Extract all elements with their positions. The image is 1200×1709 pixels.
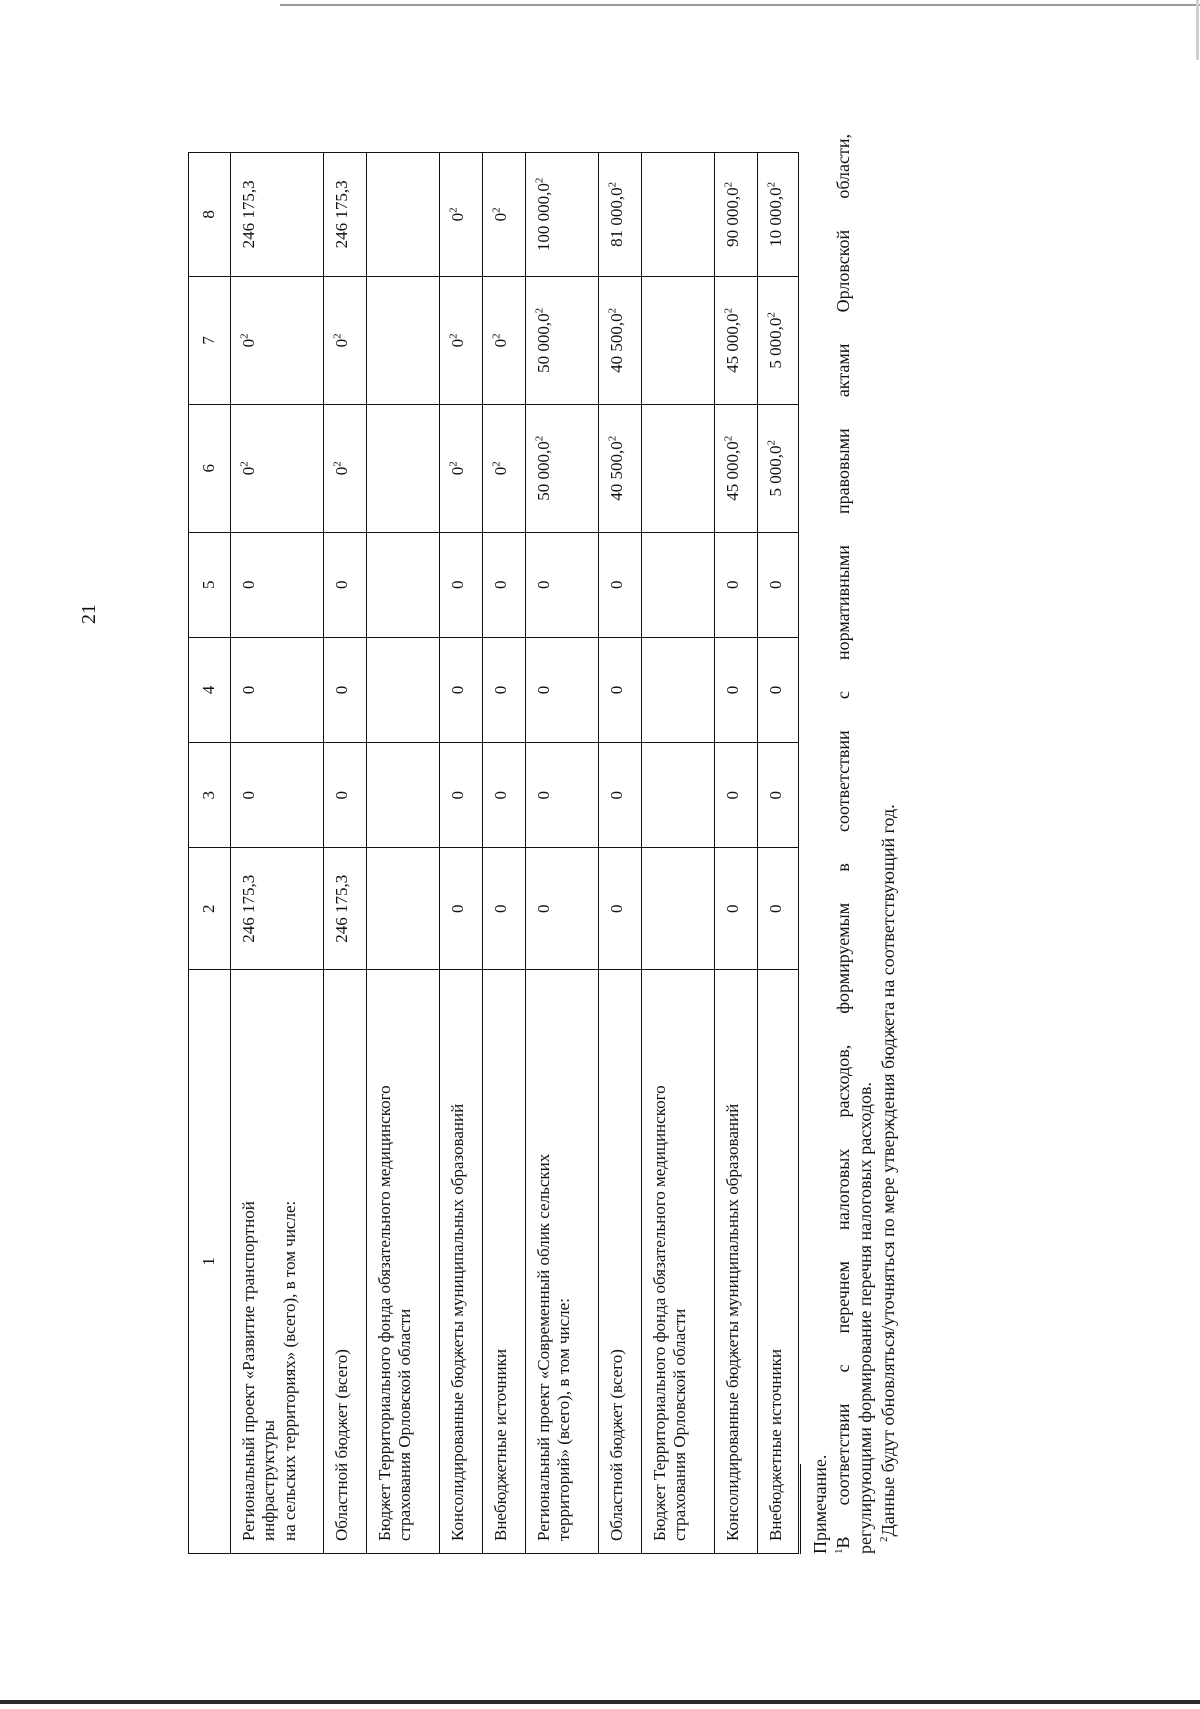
footnote-ref: 2 [606, 435, 619, 442]
cell-value: 0 [332, 580, 351, 590]
value-cell [231, 637, 324, 742]
column-header: 6 [189, 404, 231, 532]
cell-value: 0 [332, 790, 351, 800]
row-label-line: территорий» (всего), в том числе: [554, 1298, 574, 1541]
cell-value: 0 [491, 904, 510, 913]
value-cell [483, 153, 526, 277]
cell-value: 0 [448, 790, 467, 800]
cell-value: 0 [534, 685, 553, 695]
table-row [526, 153, 599, 1554]
row-label-cell [440, 970, 483, 1554]
value-cell [526, 637, 599, 742]
value-cell [599, 532, 642, 637]
cell-value: 0 [491, 338, 510, 348]
cell-value: 40 500,0 [607, 313, 626, 373]
value-cell [526, 532, 599, 637]
value-cell [231, 153, 324, 277]
row-label-cell [367, 970, 440, 1554]
footnote-2-text: Данные будут обновляться/уточняться по мере утверждения бюджета на соответствующий год. [877, 804, 898, 1537]
row-label-cell [324, 970, 367, 1554]
value-cell [642, 276, 715, 404]
footnote-1-text-line1: В соответствии с перечнем налоговых расходов, формируемым в соответствии с нормативными правовыми актами Орловской области, [832, 134, 853, 1549]
value-cell [715, 404, 758, 532]
footnote-ref: 2 [533, 307, 546, 314]
value-cell [367, 637, 440, 742]
value-cell [440, 404, 483, 532]
notes-heading: Примечание. [810, 1454, 830, 1554]
value-cell [758, 637, 799, 742]
value-cell [231, 848, 324, 970]
value-cell [642, 153, 715, 277]
value-cell [758, 848, 799, 970]
value-cell [231, 404, 324, 532]
value-cell [599, 848, 642, 970]
value-cell [324, 276, 367, 404]
cell-value: 246 175,3 [239, 180, 258, 249]
footnote-1 [832, 134, 855, 1554]
footnote-ref: 2 [331, 461, 344, 467]
value-cell [324, 848, 367, 970]
row-label-cell [483, 970, 526, 1554]
value-cell [526, 404, 599, 532]
value-cell [642, 532, 715, 637]
table-row [758, 153, 799, 1554]
value-cell [599, 153, 642, 277]
cell-value: 246 175,3 [239, 874, 258, 943]
value-cell [367, 743, 440, 848]
column-header: 8 [189, 153, 231, 277]
value-cell [526, 153, 599, 277]
notes-section [800, 134, 899, 1554]
cell-value: 0 [332, 338, 351, 348]
table-row [483, 153, 526, 1554]
cell-value: 0 [448, 580, 467, 590]
column-header: 2 [189, 848, 231, 970]
row-label-cell [715, 970, 758, 1554]
cell-value: 0 [448, 685, 467, 695]
cell-value: 0 [607, 685, 626, 695]
cell-value: 0 [534, 790, 553, 800]
cell-value: 45 000,0 [723, 313, 742, 373]
value-cell [324, 153, 367, 277]
value-cell [715, 276, 758, 404]
footnote-ref: 2 [765, 312, 778, 318]
row-label-line: Консолидированные бюджеты муниципальных образований [448, 1103, 467, 1541]
cell-value: 0 [607, 904, 626, 913]
value-cell [526, 743, 599, 848]
cell-value: 0 [723, 685, 742, 695]
footnote-ref: 2 [722, 435, 735, 442]
row-label-line: Региональный проект «Развитие транспортной [239, 1201, 258, 1541]
column-header: 3 [189, 743, 231, 848]
value-cell [758, 743, 799, 848]
table-row [715, 153, 758, 1554]
cell-value: 45 000,0 [723, 441, 742, 501]
value-cell [599, 743, 642, 848]
value-cell [758, 532, 799, 637]
table-body [231, 153, 799, 1554]
row-label-line: Региональный проект «Современный облик сельских [534, 1153, 553, 1541]
value-cell [715, 848, 758, 970]
column-header: 5 [189, 532, 231, 637]
row-label-line: страхования Орловской области [670, 1308, 690, 1541]
value-cell [231, 743, 324, 848]
cell-value: 0 [491, 790, 510, 800]
footnote-ref: 2 [447, 461, 460, 467]
cell-value: 0 [766, 904, 785, 913]
footnote-ref: 2 [490, 207, 503, 213]
footnote-ref: 2 [722, 181, 735, 188]
cell-value: 0 [723, 790, 742, 800]
value-cell [440, 153, 483, 277]
value-cell [599, 637, 642, 742]
cell-value: 10 000,0 [766, 187, 785, 247]
footnote-ref: 2 [765, 439, 778, 446]
cell-value: 100 000,0 [534, 183, 553, 252]
row-label-line: Бюджет Территориального фонда обязательного медицинского [375, 1085, 394, 1541]
row-label-line: Консолидированные бюджеты муниципальных образований [723, 1103, 742, 1541]
column-header: 1 [189, 970, 231, 1554]
value-cell [642, 637, 715, 742]
footnote-2 [877, 134, 900, 1554]
cell-value: 0 [332, 685, 351, 695]
cell-value: 0 [239, 685, 258, 695]
row-label-line: Областной бюджет (всего) [607, 1349, 626, 1541]
value-cell [715, 532, 758, 637]
footnote-divider [800, 1464, 801, 1554]
page-number: 21 [78, 604, 100, 624]
cell-value: 0 [448, 212, 467, 222]
budget-table [188, 152, 799, 1554]
cell-value: 0 [607, 580, 626, 590]
table-row [599, 153, 642, 1554]
footnote-ref: 2 [331, 333, 344, 339]
cell-value: 5 000,0 [766, 445, 785, 497]
cell-value: 5 000,0 [766, 317, 785, 369]
value-cell [483, 848, 526, 970]
value-cell [440, 848, 483, 970]
footnote-ref: 2 [447, 333, 460, 339]
value-cell [440, 532, 483, 637]
value-cell [367, 276, 440, 404]
value-cell [324, 743, 367, 848]
value-cell [231, 532, 324, 637]
value-cell [483, 276, 526, 404]
column-header: 4 [189, 637, 231, 742]
table-header-row [189, 153, 231, 1554]
cell-value: 0 [239, 580, 258, 590]
cell-value: 50 000,0 [534, 441, 553, 501]
cell-value: 0 [448, 466, 467, 476]
value-cell [440, 743, 483, 848]
cell-value: 0 [534, 580, 553, 590]
column-header: 7 [189, 276, 231, 404]
footnote-ref: 2 [606, 181, 619, 188]
cell-value: 0 [448, 904, 467, 913]
cell-value: 0 [491, 685, 510, 695]
table-row [367, 153, 440, 1554]
value-cell [367, 153, 440, 277]
footnote-ref: 2 [490, 461, 503, 467]
footnote-ref: 2 [238, 461, 251, 467]
footnote-ref: 2 [765, 181, 778, 188]
footnote-ref: 2 [722, 307, 735, 314]
cell-value: 0 [766, 790, 785, 800]
footnote-ref: 2 [447, 207, 460, 213]
value-cell [483, 637, 526, 742]
cell-value: 0 [766, 580, 785, 590]
value-cell [483, 532, 526, 637]
value-cell [324, 637, 367, 742]
table-row [440, 153, 483, 1554]
footnote-ref: 2 [606, 307, 619, 314]
row-label-cell [526, 970, 599, 1554]
cell-value: 0 [534, 904, 553, 913]
value-cell [758, 153, 799, 277]
value-cell [642, 848, 715, 970]
row-label-line: Внебюджетные источники [491, 1349, 510, 1541]
value-cell [440, 637, 483, 742]
row-label-line: страхования Орловской области [395, 1308, 415, 1541]
row-label-line: на сельских территориях» (всего), в том числе: [279, 1200, 299, 1541]
row-label-line: Внебюджетные источники [766, 1349, 785, 1541]
cell-value: 0 [723, 580, 742, 590]
value-cell [599, 276, 642, 404]
value-cell [483, 404, 526, 532]
table-row [324, 153, 367, 1554]
footnote-1-marker: 1 [832, 1548, 845, 1554]
cell-value: 0 [491, 212, 510, 222]
value-cell [324, 532, 367, 637]
value-cell [440, 276, 483, 404]
footnote-ref: 2 [533, 177, 546, 184]
row-label-line: Областной бюджет (всего) [332, 1349, 351, 1541]
row-label-cell [599, 970, 642, 1554]
value-cell [526, 848, 599, 970]
cell-value: 0 [607, 790, 626, 800]
value-cell [367, 848, 440, 970]
cell-value: 0 [448, 338, 467, 348]
cell-value: 81 000,0 [607, 187, 626, 247]
footnote-ref: 2 [533, 435, 546, 442]
value-cell [231, 276, 324, 404]
cell-value: 0 [723, 904, 742, 913]
value-cell [367, 532, 440, 637]
cell-value: 0 [332, 466, 351, 476]
cell-value: 246 175,3 [332, 874, 351, 943]
row-label-cell [642, 970, 715, 1554]
cell-value: 0 [766, 685, 785, 695]
value-cell [715, 153, 758, 277]
cell-value: 40 500,0 [607, 441, 626, 501]
cell-value: 0 [239, 466, 258, 476]
cell-value: 0 [491, 466, 510, 476]
table-row [642, 153, 715, 1554]
cell-value: 246 175,3 [332, 180, 351, 249]
cell-value: 0 [491, 580, 510, 590]
cell-value: 0 [239, 790, 258, 800]
footnote-ref: 2 [490, 333, 503, 339]
footnote-1-continuation: регулирующими формирование перечня налоговых расходов. [855, 1082, 875, 1554]
table-row [231, 153, 324, 1554]
footnote-2-marker: 2 [877, 1536, 890, 1542]
row-label-cell [758, 970, 799, 1554]
value-cell [483, 743, 526, 848]
value-cell [324, 404, 367, 532]
footnote-ref: 2 [238, 333, 251, 339]
value-cell [758, 276, 799, 404]
value-cell [715, 637, 758, 742]
value-cell [526, 276, 599, 404]
value-cell [715, 743, 758, 848]
row-label-cell [231, 970, 324, 1554]
cell-value: 90 000,0 [723, 187, 742, 247]
cell-value: 0 [239, 338, 258, 348]
cell-value: 50 000,0 [534, 313, 553, 373]
value-cell [599, 404, 642, 532]
value-cell [642, 404, 715, 532]
value-cell [758, 404, 799, 532]
value-cell [642, 743, 715, 848]
row-label-line: Бюджет Территориального фонда обязательного медицинского [650, 1085, 669, 1541]
row-label-line: инфраструктуры [259, 1420, 279, 1541]
value-cell [367, 404, 440, 532]
